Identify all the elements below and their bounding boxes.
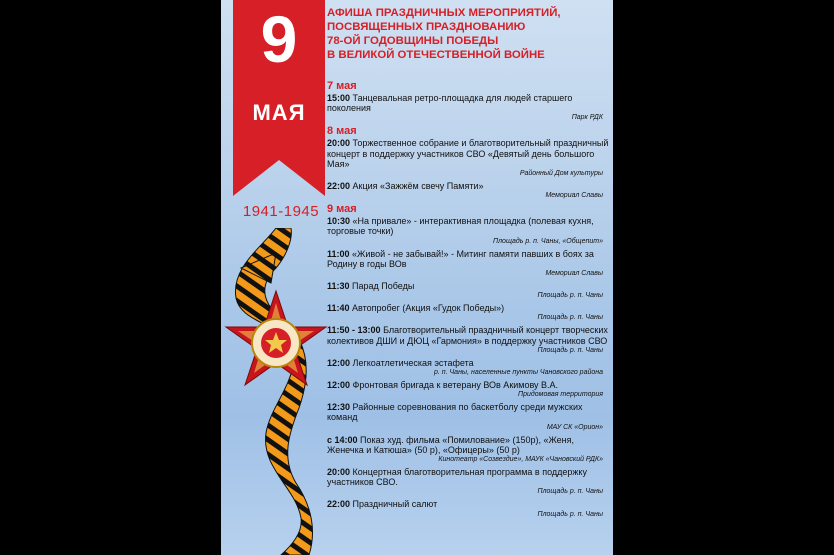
day-heading: 8 мая	[327, 125, 357, 138]
event-place: Площадь р. п. Чаны	[537, 346, 603, 354]
event-time: 11:40	[327, 303, 350, 314]
event-time: 22:00	[327, 499, 351, 510]
event-place: Парк РДК	[571, 114, 603, 122]
event-item	[327, 325, 609, 345]
event-place: Площадь р. п. Чаны	[537, 292, 603, 300]
month-label: МАЯ	[252, 100, 306, 125]
event-schedule	[327, 80, 609, 522]
event-place: р. п. Чаны, населенные пункты Чановского района	[433, 369, 603, 377]
day-heading: 9 мая	[327, 203, 357, 216]
event-title: Легкоатлетическая эстафета	[352, 357, 474, 368]
event-title: Концертная благотворительная программа в поддержку участников СВО.	[327, 467, 587, 488]
headline-line: ПОСВЯЩЕННЫХ ПРАЗДНОВАНИЮ	[327, 21, 526, 33]
event-item	[327, 138, 609, 169]
event-item	[327, 435, 609, 455]
headline-line: АФИША ПРАЗДНИЧНЫХ МЕРОПРИЯТИЙ,	[327, 7, 561, 19]
event-item	[327, 402, 609, 422]
event-title: Торжественное собрание и благотворительный праздничный концерт в поддержку участников СВО «Девятый день большого Мая»	[327, 138, 609, 169]
headline-line: 78-ОЙ ГОДОВЩИНЫ ПОБЕДЫ	[327, 35, 499, 47]
event-place: Кинотеатр «Созвездие», МАУК «Чановский РДК»	[438, 456, 603, 464]
event-poster	[221, 0, 613, 555]
event-time: 20:00	[327, 138, 351, 149]
event-item	[327, 216, 609, 236]
event-title: «Живой - не забывай!» - Митинг памяти павших в боях за Родину в годы ВОв	[327, 248, 594, 269]
event-time: 15:00	[327, 93, 351, 103]
event-time: 11:50 - 13:00	[327, 325, 381, 336]
event-item	[327, 499, 609, 509]
years-label: 1941-1945	[242, 203, 320, 220]
event-item	[327, 380, 609, 390]
event-item	[327, 181, 609, 191]
event-place: Мемориал Славы	[545, 192, 603, 200]
event-title: Автопробег (Акция «Гудок Победы»)	[352, 303, 505, 314]
poster-headline	[327, 6, 609, 62]
event-place: Площадь р. п. Чаны	[537, 314, 603, 322]
event-time: 22:00	[327, 181, 351, 192]
event-title: «На привале» - интерактивная площадка (полевая кухня, торговые точки)	[327, 216, 594, 237]
event-title: Танцевальная ретро-площадка для людей старшего поколения	[327, 93, 573, 114]
event-time: 20:00	[327, 467, 351, 478]
event-time: 12:30	[327, 402, 351, 413]
event-time: с 14:00	[327, 434, 358, 445]
day-heading: 7 мая	[327, 80, 357, 92]
event-title: Районные соревнования по баскетболу среди мужских команд	[327, 402, 583, 423]
event-item	[327, 358, 609, 368]
event-place: Площадь р. п. Чаны	[537, 510, 603, 518]
big-date-number: 9	[260, 2, 298, 76]
headline-line: В ВЕЛИКОЙ ОТЕЧЕСТВЕННОЙ ВОЙНЕ	[327, 49, 545, 61]
event-title: Благотворительный праздничный концерт творческих колективов ДШИ и ДЮЦ «Гармония» в поддержку участников СВО	[327, 325, 608, 346]
event-place: Площадь р. п. Чаны	[537, 488, 603, 496]
event-time: 12:00	[327, 380, 351, 391]
event-place: МАУ СК «Орион»	[546, 423, 603, 431]
event-title: Праздничный салют	[352, 499, 438, 510]
event-title: Показ худ. фильма «Помилование» (150р), «Женя, Женечка и Катюша» (50 р), «Офицеры» (50 р)	[327, 434, 575, 455]
event-place: Мемориал Славы	[545, 270, 603, 278]
event-item	[327, 93, 609, 113]
event-time: 11:00	[327, 248, 350, 259]
st-george-ribbon-with-medal	[221, 228, 331, 555]
event-time: 10:30	[327, 216, 351, 227]
event-item	[327, 281, 609, 291]
event-title: Парад Победы	[352, 281, 415, 292]
event-item	[327, 303, 609, 313]
event-place: Районный Дом культуры	[519, 170, 603, 178]
event-item	[327, 249, 609, 269]
event-time: 12:00	[327, 357, 351, 368]
event-time: 11:30	[327, 281, 350, 292]
event-title: Фронтовая бригада к ветерану ВОв Акимову В.А.	[352, 380, 559, 391]
event-place: Площадь р. п. Чаны, «Общепит»	[493, 237, 603, 245]
event-place: Придомовая территория	[518, 391, 603, 399]
event-title: Акция «Зажжём свечу Памяти»	[352, 181, 484, 192]
event-item	[327, 467, 609, 487]
